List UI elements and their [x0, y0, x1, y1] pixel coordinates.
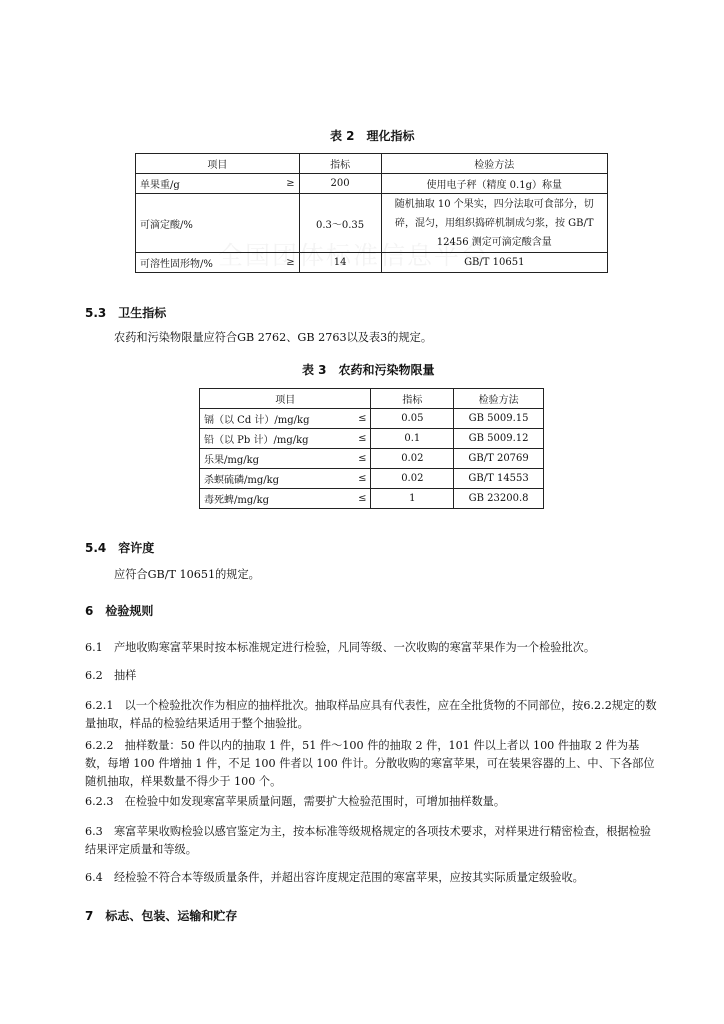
row-value: 1 — [371, 489, 454, 509]
row-method: GB/T 14553 — [454, 469, 544, 489]
paragraph-6-1: 6.1 产地收购寒富苹果时按本标准规定进行检验，凡同等级、一次收购的寒富苹果作为一个检验批次。 — [85, 641, 596, 654]
header-method: 检验方法 — [454, 389, 544, 409]
row-item: 毒死蜱/mg/kg — [204, 495, 270, 506]
row-item: 镉（以 Cd 计）/mg/kg — [204, 415, 310, 426]
row-method: GB 23200.8 — [454, 489, 544, 509]
row-value: 0.02 — [371, 449, 454, 469]
method-line: 随机抽取 10 个果实，四分法取可食部分，切 — [394, 198, 594, 210]
row-item: 杀螟硫磷/mg/kg — [204, 475, 280, 486]
table-row — [200, 469, 544, 489]
row-op: ≤ — [358, 453, 367, 464]
table-header-row — [200, 389, 544, 409]
row-op: ≤ — [358, 433, 367, 444]
row-op: ≤ — [358, 473, 367, 484]
watermark — [218, 236, 488, 272]
section-7-title: 7 标志、包装、运输和贮存 — [85, 909, 238, 923]
header-item: 项目 — [136, 154, 300, 174]
table-row — [136, 174, 608, 194]
row-item: 单果重/g — [140, 180, 180, 191]
row-value: 0.1 — [371, 429, 454, 449]
row-op: ≥ — [286, 178, 295, 189]
section-5-3-text: 农药和污染物限量应符合GB 2762、GB 2763以及表3的规定。 — [114, 331, 433, 344]
section-5-4-text: 应符合GB/T 10651的规定。 — [114, 568, 260, 581]
header-method: 检验方法 — [381, 154, 608, 174]
header-value: 指标 — [371, 389, 454, 409]
paragraph-6-2-1: 6.2.1 以一个检验批次作为相应的抽样批次。抽取样品应具有代表性，应在全批货物的不同部位，按6.2.2规定的数量抽取，样品的检验结果适用于整个抽验批。 — [85, 699, 657, 730]
section-6-title: 6 检验规则 — [85, 604, 154, 618]
table-row — [200, 409, 544, 429]
table-row — [200, 449, 544, 469]
paragraph-6-2-2: 6.2.2 抽样数量：50 件以内的抽取 1 件，51 件～100 件的抽取 2 件，101 件以上者以 100 件抽取 2 件为基数，每增 100 件增抽 1 件，不足 100 件者以 100 件计。分散收购的寒富苹果，可在装果容器的上、中、下各部位随机抽取，样果数量不得少于 100 个。 — [85, 739, 655, 788]
table-row — [200, 429, 544, 449]
paragraph-6-3: 6.3 寒富苹果收购检验以感官鉴定为主，按本标准等级规格规定的各项技术要求，对样果进行精密检查，根据检验结果评定质量和等级。 — [85, 825, 651, 856]
section-5-4-title: 5.4 容许度 — [85, 541, 155, 555]
row-op: ≤ — [358, 413, 367, 424]
row-method: GB/T 10651 — [381, 253, 608, 273]
row-method: 使用电子秤（精度 0.1g）称量 — [381, 174, 608, 194]
row-item: 可滴定酸/% — [140, 219, 193, 231]
row-method: GB 5009.12 — [454, 429, 544, 449]
row-op: ≤ — [358, 493, 367, 504]
header-item: 项目 — [200, 389, 371, 409]
row-item: 可溶性固形物/% — [140, 259, 213, 270]
table2-caption: 表 2 理化指标 — [330, 129, 415, 143]
row-method: GB/T 20769 — [454, 449, 544, 469]
method-line: 碎，混匀，用组织捣碎机制成匀浆，按 GB/T — [394, 217, 594, 229]
table3 — [199, 388, 544, 509]
row-item: 铅（以 Pb 计）/mg/kg — [204, 435, 309, 446]
table3-caption: 表 3 农药和污染物限量 — [302, 363, 435, 377]
table-row — [200, 489, 544, 509]
row-value: 0.3～0.35 — [299, 194, 381, 253]
table-header-row — [136, 154, 608, 174]
method-line: 12456 测定可滴定酸含量 — [436, 236, 552, 248]
row-item: 乐果/mg/kg — [204, 455, 260, 466]
header-value: 指标 — [299, 154, 381, 174]
row-op: ≥ — [286, 257, 295, 268]
row-value: 14 — [299, 253, 381, 273]
row-value: 0.02 — [371, 469, 454, 489]
row-value: 200 — [299, 174, 381, 194]
paragraph-6-2-3: 6.2.3 在检验中如发现寒富苹果质量问题，需要扩大检验范围时，可增加抽样数量。 — [85, 795, 506, 808]
section-6-2-title: 6.2 抽样 — [85, 669, 137, 682]
paragraph-6-4: 6.4 经检验不符合本等级质量条件，并超出容许度规定范围的寒富苹果，应按其实际质量定级验收。 — [85, 871, 584, 884]
section-5-3-title: 5.3 卫生指标 — [85, 306, 167, 320]
row-value: 0.05 — [371, 409, 454, 429]
row-method: GB 5009.15 — [454, 409, 544, 429]
